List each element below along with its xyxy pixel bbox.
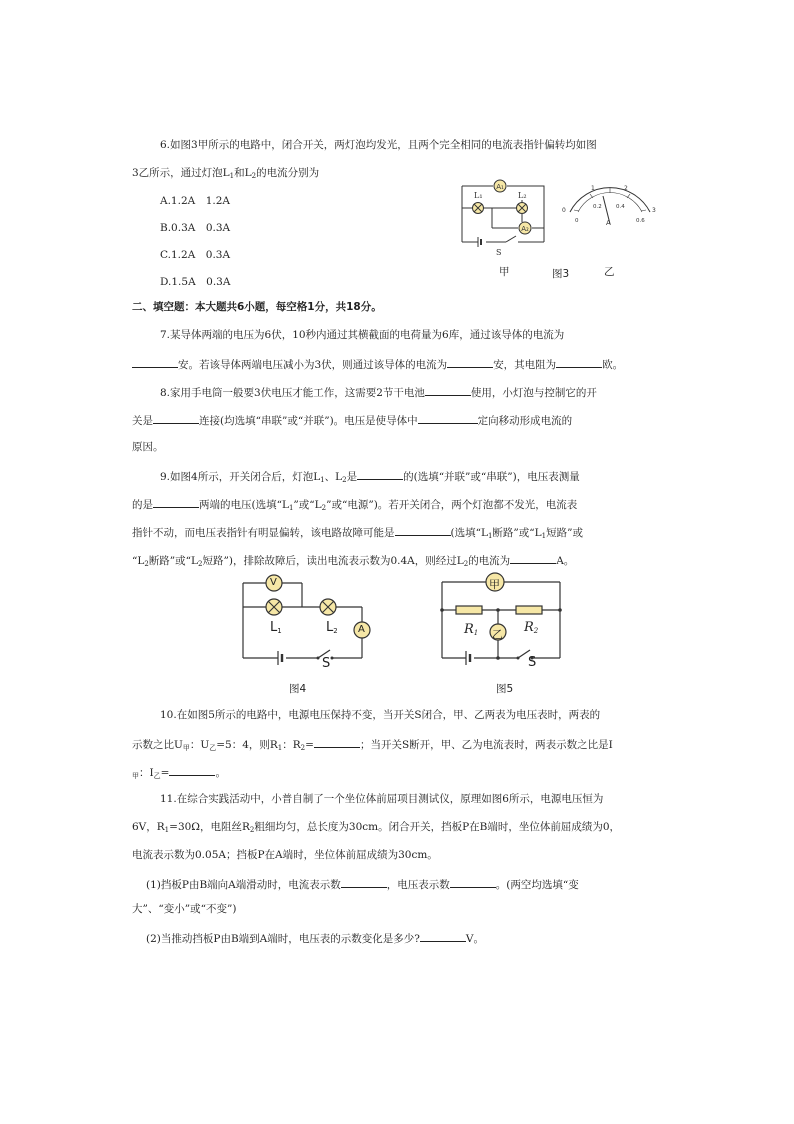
resistor-r2-icon bbox=[516, 606, 542, 614]
section-2-heading: 二、填空题：本大题共6小题，每空格1分，共18分。 bbox=[132, 301, 382, 313]
q6-option-d: D.1.5A 0.3A bbox=[160, 276, 231, 288]
q9-line1: 9.如图4所示，开关闭合后，灯泡$L_1$、$L_2$是 的(选填“并联”或“串联”)，电压表测量 bbox=[160, 468, 580, 484]
q9-blank-2[interactable] bbox=[153, 496, 199, 508]
q11-sub2: (2)当推动挡板P由B端到A端时，电压表的示数变化是多少? V。 bbox=[146, 930, 484, 946]
q9-blank-3[interactable] bbox=[395, 524, 451, 536]
fig4-voltmeter-label: V bbox=[270, 577, 277, 588]
svg-text:0: 0 bbox=[562, 207, 566, 214]
q11-blank-3[interactable] bbox=[420, 930, 466, 942]
q7-blank-3[interactable] bbox=[556, 356, 602, 368]
q11-line2: 6V，$R_1=30\Omega$，电阻丝$R_2$粗细均匀，总长度为30cm。闭合开关，挡板P在B端时，坐位体前屈成绩为0， bbox=[132, 821, 621, 834]
q9-line4: “$L_2$断路”或“$L_2$短路”)，排除故障后，读出电流表示数为0.4A，则经过$L_2$的电流为 A。 bbox=[132, 552, 574, 568]
svg-text:L₁: L₁ bbox=[474, 191, 483, 200]
q8-blank-1[interactable] bbox=[425, 384, 471, 396]
q10-blank-1[interactable] bbox=[314, 736, 360, 748]
q7-blank-2[interactable] bbox=[447, 356, 493, 368]
resistor-r1-icon bbox=[456, 606, 482, 614]
q6-option-b: B.0.3A 0.3A bbox=[160, 222, 231, 234]
q6-option-c: C.1.2A 0.3A bbox=[160, 249, 231, 261]
q11-line3: 电流表示数为0.05A；挡板P在A端时，坐位体前屈成绩为30cm。 bbox=[132, 849, 438, 861]
figure-3-label-yi: 乙 bbox=[604, 266, 615, 278]
q9-blank-4[interactable] bbox=[510, 552, 556, 564]
q9-line2: 的是 两端的电压(选填“$L_1$”或“$L_2$”或“电源”)。若开关闭合，两个灯泡都不发光，电流表 bbox=[132, 496, 577, 512]
q10-line2: 示数之比$U_甲$：$U_乙=5$：4，则$R_1$：$R_2=$ ；当开关S断开，甲、乙为电流表时，两表示数之比是I bbox=[132, 736, 613, 752]
q11-blank-2[interactable] bbox=[450, 876, 496, 888]
q8-blank-3[interactable] bbox=[418, 412, 478, 424]
svg-text:0.2: 0.2 bbox=[593, 204, 602, 210]
fig5-meter-jia-label: 甲 bbox=[489, 578, 500, 591]
q8-blank-2[interactable] bbox=[153, 412, 199, 424]
q8-line1: 8.家用手电筒一般要3伏电压才能工作，这需要2节干电池 使用，小灯泡与控制它的开 bbox=[160, 384, 597, 400]
q7-line2: 安。若该导体两端电压减小为3伏，则通过该导体的电流为 安，其电阻为 欧。 bbox=[132, 356, 623, 372]
q6-option-a: A.1.2A 1.2A bbox=[160, 195, 230, 207]
figure-4-circuit bbox=[238, 570, 378, 670]
fig5-r1-label: $R_1$ bbox=[464, 622, 479, 637]
q10-line1: 10.在如图5所示的电路中，电源电压保持不变，当开关S闭合，甲、乙两表为电压表时，两表的 bbox=[160, 709, 601, 721]
q9-blank-1[interactable] bbox=[357, 468, 403, 480]
q8-line3: 原因。 bbox=[132, 441, 164, 453]
fig5-r2-label: $R_2$ bbox=[524, 620, 539, 635]
svg-text:A₁: A₁ bbox=[496, 183, 504, 191]
q11-sub1-line1: (1)挡板P由B端向A端滑动时，电流表示数 ，电压表示数 。(两空均选填“变 bbox=[146, 876, 579, 892]
q9-line3: 指针不动，而电压表指针有明显偏转，该电路故障可能是 (选填“$L_1$断路”或“$L_1$短路”或 bbox=[132, 524, 583, 540]
fig4-switch-label: S bbox=[322, 656, 331, 671]
svg-text:3: 3 bbox=[652, 207, 656, 214]
svg-text:A: A bbox=[606, 219, 611, 227]
svg-text:S: S bbox=[496, 248, 502, 257]
q7-blank-1[interactable] bbox=[132, 356, 178, 368]
q6-stem-line1: 6.如图3甲所示的电路中，闭合开关，两灯泡均发光，且两个完全相同的电流表指针偏转均如图 bbox=[160, 139, 597, 151]
svg-text:A₂: A₂ bbox=[521, 225, 529, 233]
q11-line1: 11.在综合实践活动中，小普自制了一个坐位体前屈项目测试仪，原理如图6所示，电源电压恒为 bbox=[160, 793, 604, 805]
figure-5-caption: 图5 bbox=[496, 683, 514, 695]
q10-line3: $_甲$：$I_乙=$ 。 bbox=[132, 764, 226, 780]
svg-text:L₂: L₂ bbox=[518, 191, 527, 200]
fig5-switch-label: S bbox=[528, 655, 537, 670]
figure-3-label-jia: 甲 bbox=[499, 266, 510, 278]
fig4-lamp2-label: $L_2$ bbox=[326, 620, 338, 635]
figure-3-circuit bbox=[450, 178, 550, 260]
q10-blank-2[interactable] bbox=[169, 764, 215, 776]
q8-line2: 关是 连接(均选填“串联”或“并联”)。电压是使导体中 定向移动形成电流的 bbox=[132, 412, 572, 428]
fig5-meter-yi-label: 乙 bbox=[492, 628, 503, 641]
svg-text:0: 0 bbox=[575, 218, 579, 224]
figure-3-meter-dial bbox=[560, 182, 660, 230]
q7-line1: 7.某导体两端的电压为6伏，10秒内通过其横截面的电荷量为6库，通过该导体的电流为 bbox=[160, 329, 565, 341]
fig4-ammeter-label: A bbox=[358, 624, 365, 635]
fig4-lamp1-label: $L_1$ bbox=[270, 620, 282, 635]
svg-text:0.6: 0.6 bbox=[636, 218, 645, 224]
figure-5-circuit bbox=[440, 570, 570, 670]
figure-3-caption: 图3 bbox=[552, 268, 570, 280]
svg-text:0.4: 0.4 bbox=[616, 204, 625, 210]
svg-text:2: 2 bbox=[624, 185, 628, 192]
svg-text:1: 1 bbox=[591, 185, 595, 192]
q11-blank-1[interactable] bbox=[341, 876, 387, 888]
q11-sub1-line2: 大”、“变小”或“不变”) bbox=[132, 903, 237, 915]
figure-4-caption: 图4 bbox=[289, 683, 307, 695]
q6-stem-line2: 3乙所示，通过灯泡$L_1$和$L_2$的电流分别为 bbox=[132, 167, 320, 180]
